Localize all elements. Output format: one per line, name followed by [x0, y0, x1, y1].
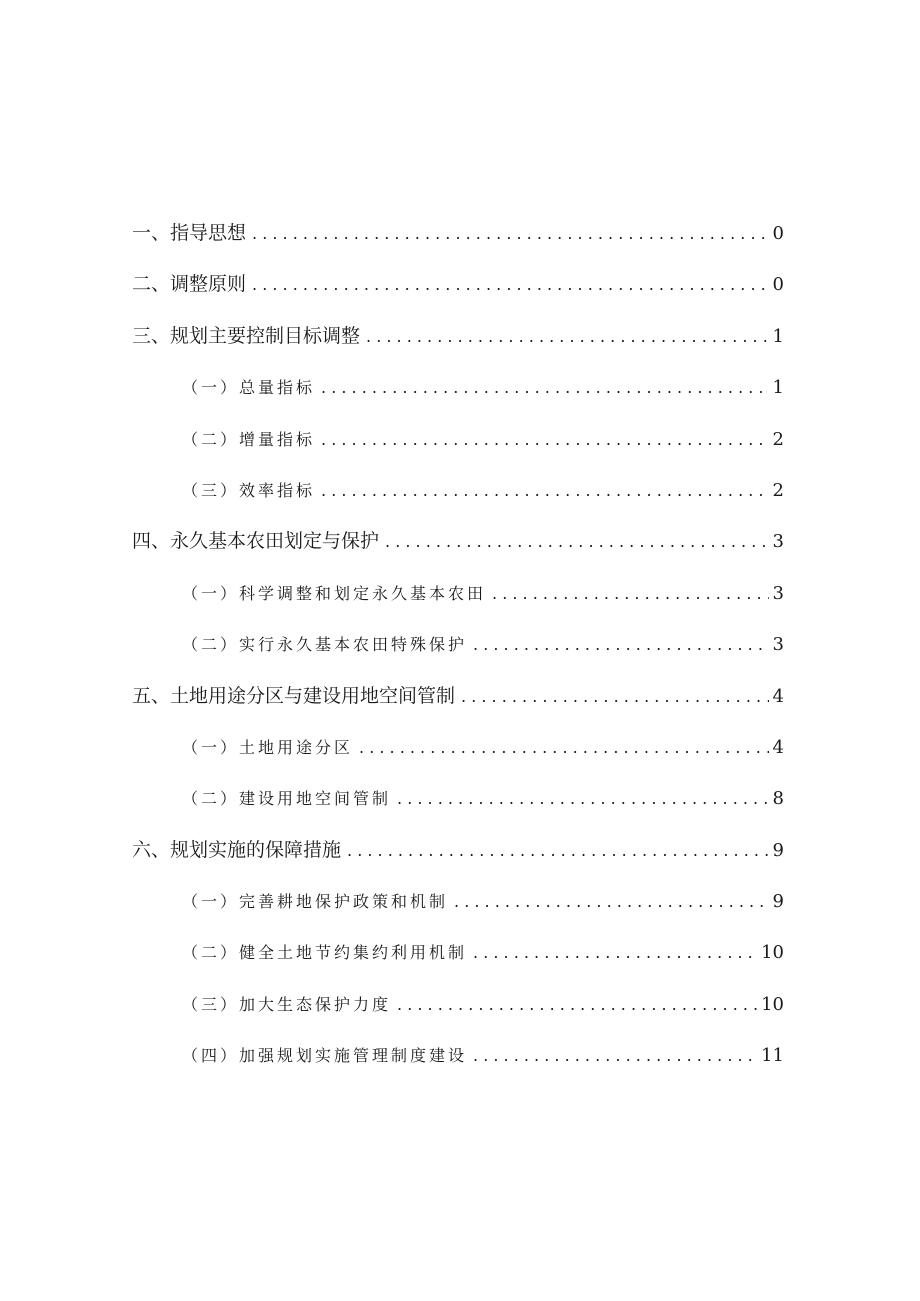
- toc-page-number: 2: [772, 428, 784, 450]
- toc-entry[interactable]: [132, 671, 784, 722]
- toc-entry-title: 三、规划主要控制目标调整: [132, 324, 361, 347]
- toc-entry-title: （二）健全土地节约集约利用机制: [182, 943, 468, 963]
- toc-subentry[interactable]: [132, 979, 784, 1030]
- dot-leader: [366, 311, 769, 362]
- dot-leader: [454, 876, 769, 927]
- toc-entry[interactable]: [132, 516, 784, 567]
- toc-page-number: 10: [761, 942, 784, 964]
- toc-page-number: 2: [772, 479, 784, 501]
- dot-leader: [397, 979, 757, 1030]
- toc-page-number: 1: [772, 325, 784, 347]
- dot-leader: [321, 362, 769, 413]
- toc-subentry[interactable]: [132, 927, 784, 978]
- toc-page-number: 9: [772, 839, 784, 861]
- toc-subentry[interactable]: [132, 876, 784, 927]
- toc-entry-title: （一）完善耕地保护政策和机制: [182, 892, 449, 912]
- dot-leader: [473, 927, 757, 978]
- table-of-contents: [132, 208, 784, 1082]
- dot-leader: [347, 825, 769, 876]
- dot-leader: [359, 722, 769, 773]
- toc-entry-title: （一）总量指标: [182, 378, 316, 398]
- toc-entry-title: 四、永久基本农田划定与保护: [132, 530, 380, 553]
- toc-subentry[interactable]: [132, 465, 784, 516]
- toc-entry-title: （四）加强规划实施管理制度建设: [182, 1046, 468, 1066]
- toc-page-number: 8: [772, 788, 784, 810]
- dot-leader: [461, 671, 769, 722]
- dot-leader: [252, 259, 769, 310]
- toc-entry-title: （三）效率指标: [182, 480, 316, 500]
- toc-entry-title: （二）实行永久基本农田特殊保护: [182, 635, 468, 655]
- toc-page-number: 4: [772, 736, 784, 758]
- toc-subentry[interactable]: [132, 1030, 784, 1081]
- dot-leader: [492, 568, 769, 619]
- toc-page-number: 4: [772, 685, 784, 707]
- toc-subentry[interactable]: [132, 619, 784, 670]
- toc-page-number: 3: [772, 582, 784, 604]
- toc-entry[interactable]: [132, 311, 784, 362]
- toc-subentry[interactable]: [132, 362, 784, 413]
- dot-leader: [397, 773, 769, 824]
- dot-leader: [473, 1030, 757, 1081]
- toc-entry-title: （一）科学调整和划定永久基本农田: [182, 583, 487, 603]
- toc-page-number: 10: [761, 993, 784, 1015]
- toc-entry-title: （二）增量指标: [182, 429, 316, 449]
- toc-entry-title: 六、规划实施的保障措施: [132, 838, 342, 861]
- toc-page-number: 0: [772, 274, 784, 296]
- toc-entry-title: （三）加大生态保护力度: [182, 994, 392, 1014]
- toc-page-number: 0: [772, 223, 784, 244]
- toc-subentry[interactable]: [132, 773, 784, 824]
- toc-entry-title: （二）建设用地空间管制: [182, 789, 392, 809]
- toc-entry-title: 五、土地用途分区与建设用地空间管制: [132, 684, 456, 707]
- toc-subentry[interactable]: [132, 568, 784, 619]
- toc-entry[interactable]: [132, 208, 784, 259]
- toc-page-number: 9: [772, 891, 784, 913]
- dot-leader: [321, 465, 769, 516]
- toc-page-number: 1: [772, 377, 784, 399]
- dot-leader: [321, 414, 769, 465]
- dot-leader: [473, 619, 769, 670]
- dot-leader: [252, 208, 769, 259]
- dot-leader: [385, 516, 769, 567]
- toc-entry[interactable]: [132, 825, 784, 876]
- toc-page-number: 11: [761, 1045, 784, 1067]
- toc-page-number: 3: [772, 531, 784, 553]
- toc-entry-title: （一）土地用途分区: [182, 737, 354, 757]
- toc-subentry[interactable]: [132, 414, 784, 465]
- toc-subentry[interactable]: [132, 722, 784, 773]
- toc-page-number: 3: [772, 634, 784, 656]
- toc-entry[interactable]: [132, 259, 784, 310]
- toc-entry-title: 二、调整原则: [132, 273, 247, 296]
- toc-entry-title: 一、指导思想: [132, 222, 247, 244]
